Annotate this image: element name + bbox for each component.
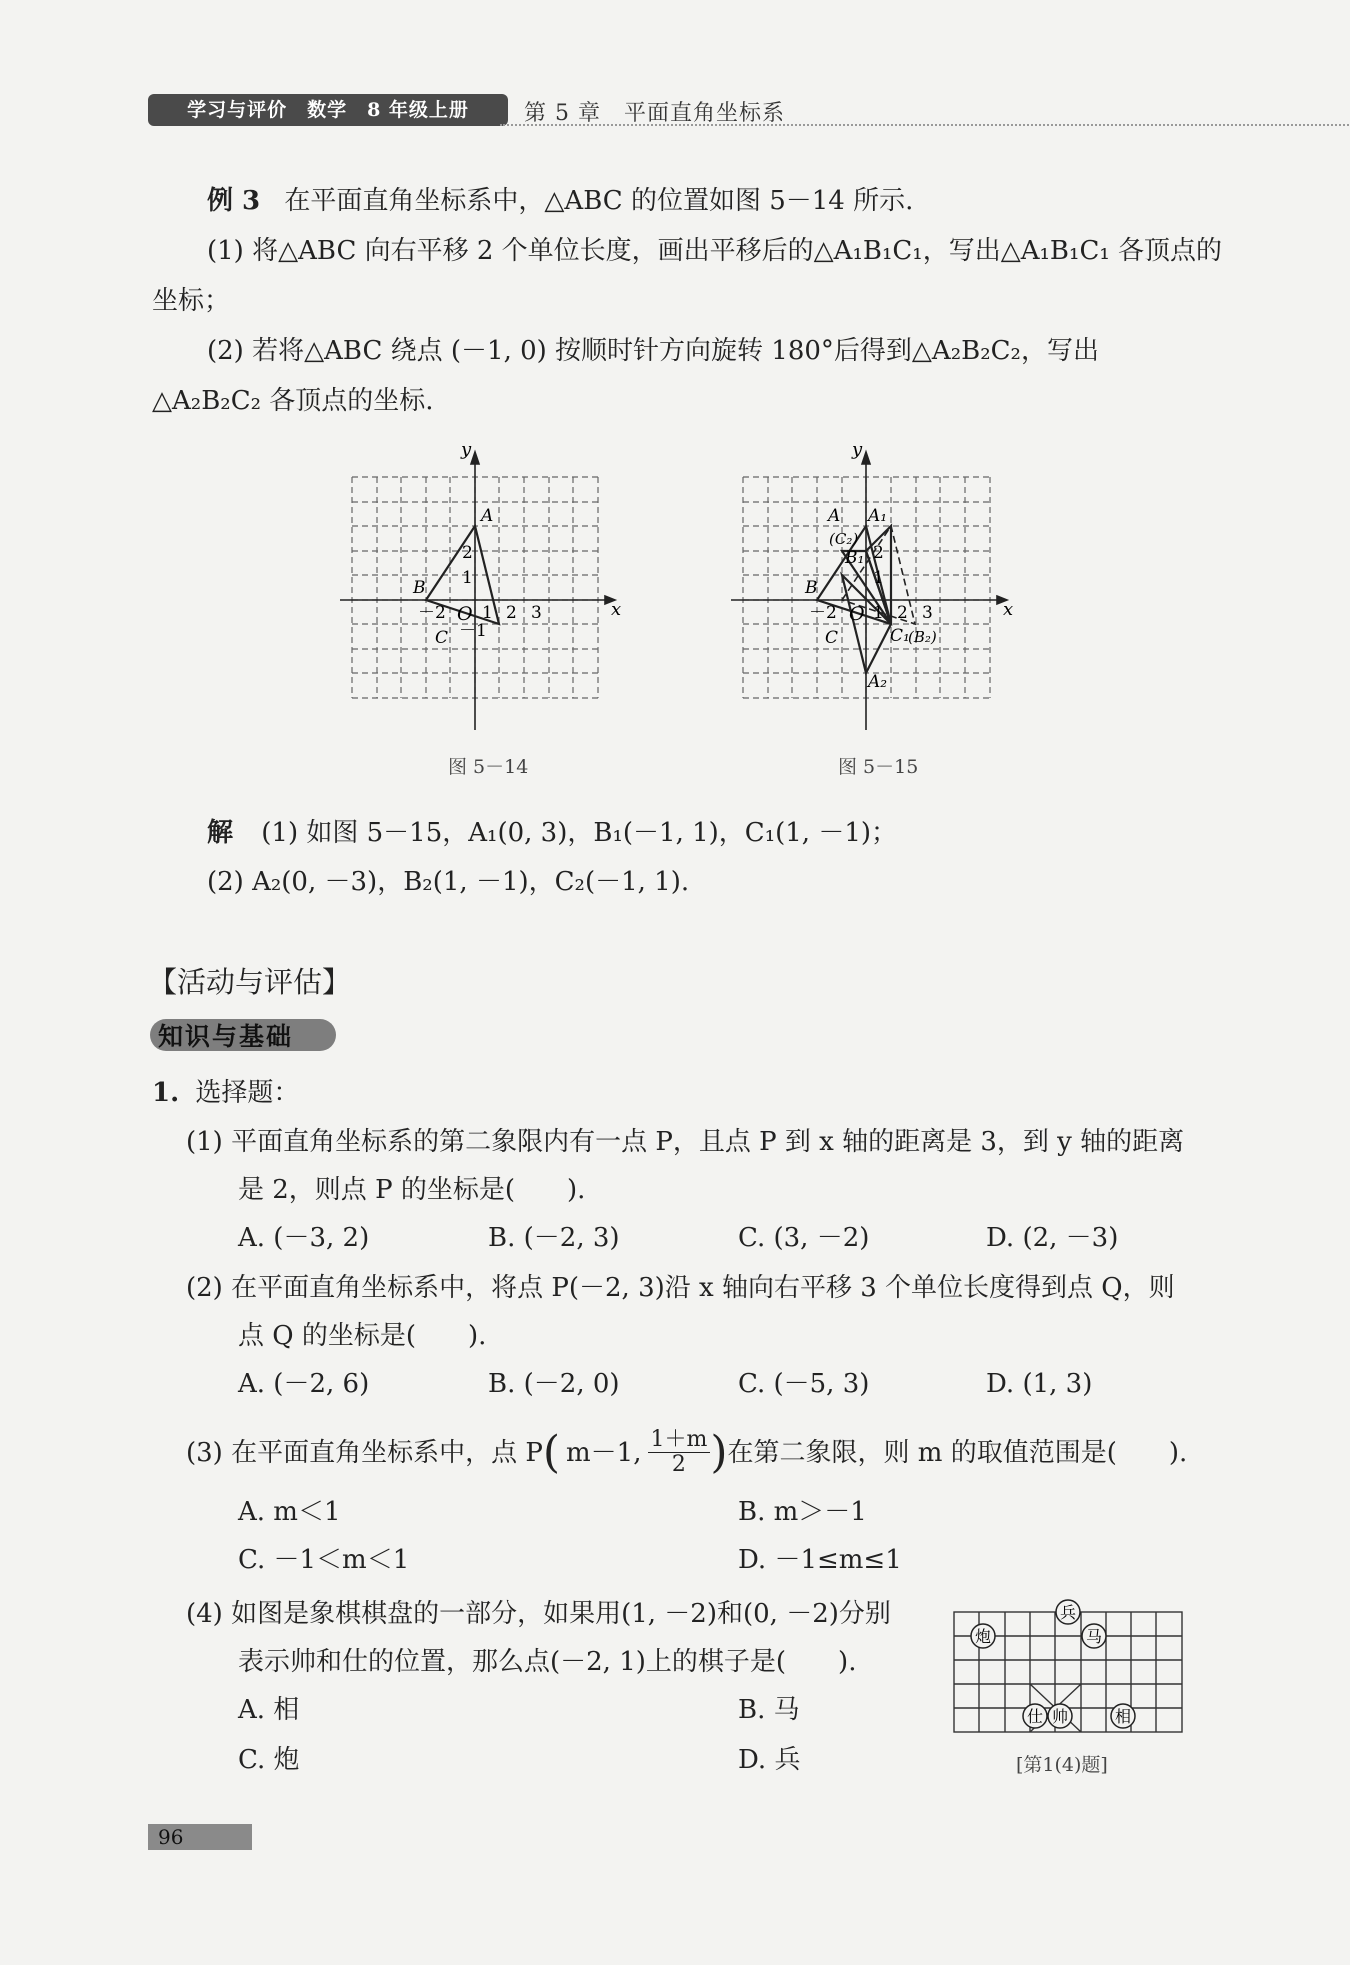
q1-p3-line1 (186, 1428, 1187, 1477)
example-intro-line (207, 183, 913, 219)
axis-y-label: y (852, 440, 863, 460)
vertex-label-a1: A₁ (868, 506, 888, 526)
axis-y-label: y (461, 440, 472, 460)
fraction-denominator: 2 (671, 1452, 686, 1477)
page-number: 96 (158, 1825, 184, 1849)
solution-line1 (207, 815, 897, 851)
axis-x-label: x (611, 599, 622, 620)
tick-y-2: 2 (873, 543, 884, 563)
q1-p2-option-c: C. (－5, 3) (738, 1369, 870, 1399)
section-tag (150, 1015, 336, 1055)
q1-p4-option-b: B. 马 (738, 1695, 800, 1725)
right-paren: ) (710, 1426, 728, 1478)
vertex-label-a: A (481, 506, 494, 526)
running-header (148, 94, 1208, 130)
q1-p2-option-b: B. (－2, 0) (488, 1369, 620, 1399)
page-number-box (148, 1824, 252, 1850)
q1-p1-option-a: A. (－3, 2) (238, 1223, 370, 1253)
q1-p4-line1: (4) 如图是象棋棋盘的一部分，如果用(1, －2)和(0, －2)分别 (186, 1599, 891, 1629)
example-q2-line1: (2) 若将△ABC 绕点 (－1, 0) 按顺时针方向旋转 180°后得到△A₂B₂C₂，写出 (207, 336, 1099, 366)
vertex-label-a2: A₂ (868, 672, 888, 692)
piece-bing: 兵 (1059, 1603, 1077, 1622)
figure-5-15-caption: 图 5－15 (838, 756, 919, 778)
q1-p4-option-d: D. 兵 (738, 1745, 801, 1775)
tick-x-minus2: －2 (418, 603, 446, 623)
tick-y-minus1: －1 (459, 621, 487, 641)
chess-board-figure (946, 1590, 1192, 1740)
q1-p1-option-d: D. (2, －3) (986, 1223, 1119, 1253)
solution-line2: (2) A₂(0, －3)，B₂(1, －1)，C₂(－1, 1). (207, 867, 690, 897)
tick-y-1: 1 (462, 568, 473, 588)
vertex-label-c: C (825, 628, 839, 648)
chess-board-caption: [第1(4)题] (1016, 1754, 1108, 1776)
vertex-label-c2: (C₂) (829, 530, 859, 548)
q1-p3-before: (3) 在平面直角坐标系中，点 P (186, 1437, 543, 1468)
piece-pao: 炮 (974, 1627, 992, 1646)
vertex-label-b2: (B₂) (908, 628, 937, 646)
piece-xiang: 相 (1114, 1707, 1132, 1726)
q1-number: 1. (152, 1078, 180, 1108)
chapter-title: 第 5 章 平面直角坐标系 (524, 101, 785, 126)
book-title-badge: 学习与评价 数学 8 年级上册 (148, 94, 508, 126)
tick-x-2: 2 (506, 603, 517, 623)
tick-x-1: 1 (873, 603, 884, 623)
fraction-numerator: 1＋m (648, 1428, 711, 1453)
q1-p3-option-b: B. m＞－1 (738, 1497, 867, 1527)
piece-shi: 仕 (1026, 1707, 1044, 1726)
q1-p3-after: 在第二象限，则 m 的取值范围是( ). (727, 1437, 1188, 1468)
section-title: 【活动与评估】 (148, 965, 352, 999)
q1-p2-option-d: D. (1, 3) (986, 1369, 1093, 1399)
vertex-label-b: B (413, 578, 426, 598)
section-tag-label: 知识与基础 (158, 1022, 294, 1051)
piece-ma: 马 (1085, 1627, 1103, 1646)
solution-part1: (1) 如图 5－15，A₁(0, 3)，B₁(－1, 1)，C₁(1, －1)； (261, 818, 898, 848)
left-paren: ( (542, 1426, 561, 1478)
tick-x-3: 3 (531, 603, 542, 623)
vertex-label-b: B (805, 578, 818, 598)
example-label: 例 3 (207, 186, 261, 216)
q1-p2-option-a: A. (－2, 6) (238, 1369, 370, 1399)
origin-label: O (849, 603, 865, 625)
q1-p1-option-c: C. (3, －2) (738, 1223, 870, 1253)
q1-p1-option-b: B. (－2, 3) (488, 1223, 620, 1253)
vertex-label-c1: C₁ (890, 626, 910, 646)
q1-p2-line1: (2) 在平面直角坐标系中，将点 P(－2, 3)沿 x 轴向右平移 3 个单位长度得到点 Q，则 (186, 1273, 1175, 1303)
vertex-label-a: A (828, 506, 841, 526)
tick-x-2: 2 (897, 603, 908, 623)
q1-p3-option-a: A. m＜1 (238, 1497, 341, 1527)
tick-x-1: 1 (482, 603, 493, 623)
vertex-label-c: C (435, 628, 449, 648)
q1-p3-option-c: C. －1＜m＜1 (238, 1545, 410, 1575)
example-q1-line2: 坐标； (152, 286, 231, 316)
q1-p2-line2: 点 Q 的坐标是( ). (238, 1321, 487, 1351)
q1-p1-line2: 是 2，则点 P 的坐标是( ). (238, 1175, 586, 1205)
tick-y-1: 1 (873, 568, 884, 588)
q1-p3-fraction (648, 1428, 711, 1477)
tick-y-2: 2 (462, 543, 473, 563)
origin-label: O (457, 603, 473, 625)
q1-heading (152, 1075, 299, 1111)
vertex-label-b1: B₁ (845, 548, 865, 568)
example-intro: 在平面直角坐标系中，△ABC 的位置如图 5－14 所示. (284, 186, 914, 216)
tick-x-minus2: －2 (809, 603, 837, 623)
piece-shuai: 帅 (1051, 1707, 1069, 1726)
q1-p1-line1: (1) 平面直角坐标系的第二象限内有一点 P，且点 P 到 x 轴的距离是 3，到 y 轴的距离 (186, 1127, 1185, 1157)
solution-label: 解 (207, 818, 234, 848)
q1-title: 选择题： (195, 1078, 300, 1108)
q1-p4-option-a: A. 相 (238, 1695, 300, 1725)
q1-p3-option-d: D. －1≤m≤1 (738, 1545, 902, 1575)
q1-p4-line2: 表示帅和仕的位置，那么点(－2, 1)上的棋子是( ). (238, 1647, 857, 1677)
q1-p4-option-c: C. 炮 (238, 1745, 300, 1775)
figure-5-14-caption: 图 5－14 (448, 756, 529, 778)
figure-5-15 (725, 440, 1025, 740)
figure-5-14-axes (340, 452, 615, 730)
figure-5-14 (335, 440, 635, 740)
axis-x-label: x (1003, 599, 1014, 620)
q1-p3-first: m－1, (566, 1437, 642, 1468)
tick-x-3: 3 (922, 603, 933, 623)
example-q2-line2: △A₂B₂C₂ 各顶点的坐标. (152, 386, 434, 416)
example-q1-line1: (1) 将△ABC 向右平移 2 个单位长度，画出平移后的△A₁B₁C₁，写出△A₁B₁C₁ 各顶点的 (207, 236, 1223, 266)
